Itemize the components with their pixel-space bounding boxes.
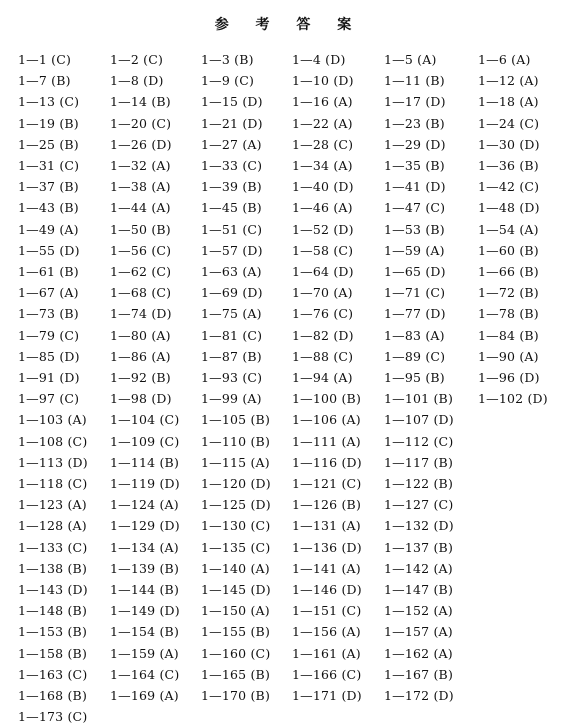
answer-item: 1—103 (A) xyxy=(18,412,87,428)
answer-item: 1—15 (D) xyxy=(201,94,263,110)
answer-item: 1—1 (C) xyxy=(18,52,72,67)
answer-item: 1—117 (B) xyxy=(384,454,454,470)
answer-item: 1—163 (C) xyxy=(18,666,88,682)
answer-item: 1—149 (D) xyxy=(110,603,180,619)
answer-item: 1—41 (D) xyxy=(384,179,446,195)
answer-item: 1—93 (C) xyxy=(201,370,263,385)
answer-item: 1—83 (A) xyxy=(384,327,445,343)
answer-item: 1—168 (B) xyxy=(18,688,88,703)
answer-item: 1—80 (A) xyxy=(110,327,171,343)
answer-item: 1—165 (B) xyxy=(201,666,271,682)
answer-item: 1—151 (C) xyxy=(292,603,362,619)
answer-item: 1—45 (B) xyxy=(201,200,262,216)
answer-item: 1—81 (C) xyxy=(201,327,263,343)
answer-item: 1—121 (C) xyxy=(292,476,362,491)
answer-item: 1—6 (A) xyxy=(478,52,531,67)
answer-item: 1—61 (B) xyxy=(18,264,79,279)
answer-item: 1—102 (D) xyxy=(478,391,548,407)
answer-item: 1—104 (C) xyxy=(110,412,180,428)
answer-item: 1—78 (B) xyxy=(478,306,539,322)
answer-item: 1—127 (C) xyxy=(384,497,454,513)
answer-item: 1—116 (D) xyxy=(292,454,362,470)
answer-item: 1—51 (C) xyxy=(201,221,263,237)
answer-item: 1—5 (A) xyxy=(384,52,437,67)
answer-item: 1—167 (B) xyxy=(384,666,454,682)
answer-item: 1—147 (B) xyxy=(384,582,454,597)
answer-item: 1—8 (D) xyxy=(110,73,164,89)
answer-item: 1—143 (D) xyxy=(18,582,88,597)
answer-item: 1—130 (C) xyxy=(201,518,271,534)
answer-item: 1—27 (A) xyxy=(201,136,262,152)
answer-item: 1—35 (B) xyxy=(384,158,445,173)
answer-item: 1—76 (C) xyxy=(292,306,354,322)
answer-item: 1—113 (D) xyxy=(18,454,88,470)
answer-item: 1—56 (C) xyxy=(110,242,172,258)
answer-item: 1—12 (A) xyxy=(478,73,539,89)
answer-item: 1—159 (A) xyxy=(110,645,179,661)
answer-item: 1—96 (D) xyxy=(478,370,540,385)
answer-item: 1—42 (C) xyxy=(478,179,540,195)
answer-item: 1—17 (D) xyxy=(384,94,446,110)
answer-item: 1—47 (C) xyxy=(384,200,446,216)
answer-item: 1—40 (D) xyxy=(292,179,354,195)
answer-item: 1—43 (B) xyxy=(18,200,79,216)
answer-item: 1—123 (A) xyxy=(18,497,87,513)
answer-item: 1—74 (D) xyxy=(110,306,172,322)
answer-item: 1—84 (B) xyxy=(478,327,539,343)
answer-item: 1—172 (D) xyxy=(384,688,454,703)
answer-item: 1—64 (D) xyxy=(292,264,354,279)
answer-item: 1—124 (A) xyxy=(110,497,179,513)
answer-item: 1—152 (A) xyxy=(384,603,453,619)
answer-item: 1—7 (B) xyxy=(18,73,71,89)
answer-item: 1—164 (C) xyxy=(110,666,180,682)
answer-item: 1—132 (D) xyxy=(384,518,454,534)
answer-item: 1—111 (A) xyxy=(292,433,361,449)
answer-item: 1—85 (D) xyxy=(18,348,80,364)
answer-item: 1—48 (D) xyxy=(478,200,540,216)
answer-item: 1—166 (C) xyxy=(292,666,362,682)
answer-item: 1—100 (B) xyxy=(292,391,362,407)
answer-item: 1—9 (C) xyxy=(201,73,255,89)
answer-item: 1—170 (B) xyxy=(201,688,271,703)
answer-item: 1—4 (D) xyxy=(292,52,346,67)
answer-item: 1—16 (A) xyxy=(292,94,353,110)
answer-item: 1—146 (D) xyxy=(292,582,362,597)
answer-item: 1—69 (D) xyxy=(201,285,263,301)
answer-item: 1—148 (B) xyxy=(18,603,88,619)
answer-item: 1—13 (C) xyxy=(18,94,80,110)
answer-item: 1—68 (C) xyxy=(110,285,172,301)
answer-item: 1—135 (C) xyxy=(201,539,271,555)
answer-item: 1—62 (C) xyxy=(110,264,172,279)
answer-item: 1—46 (A) xyxy=(292,200,353,216)
answer-item: 1—54 (A) xyxy=(478,221,539,237)
answer-item: 1—67 (A) xyxy=(18,285,79,301)
answer-item: 1—28 (C) xyxy=(292,136,354,152)
answer-item: 1—140 (A) xyxy=(201,560,270,576)
answer-item: 1—23 (B) xyxy=(384,115,445,131)
answer-item: 1—90 (A) xyxy=(478,348,539,364)
answer-item: 1—94 (A) xyxy=(292,370,353,385)
answer-item: 1—25 (B) xyxy=(18,136,79,152)
answer-item: 1—11 (B) xyxy=(384,73,445,89)
answer-item: 1—59 (A) xyxy=(384,242,445,258)
answer-item: 1—50 (B) xyxy=(110,221,171,237)
answer-item: 1—2 (C) xyxy=(110,52,164,67)
answer-item: 1—169 (A) xyxy=(110,688,179,703)
answer-item: 1—53 (B) xyxy=(384,221,445,237)
answer-item: 1—138 (B) xyxy=(18,560,88,576)
answer-item: 1—32 (A) xyxy=(110,158,171,173)
answer-item: 1—70 (A) xyxy=(292,285,353,301)
answer-item: 1—58 (C) xyxy=(292,242,354,258)
answer-item: 1—22 (A) xyxy=(292,115,353,131)
answer-item: 1—157 (A) xyxy=(384,624,453,640)
answer-item: 1—75 (A) xyxy=(201,306,262,322)
answer-item: 1—161 (A) xyxy=(292,645,361,661)
answer-item: 1—144 (B) xyxy=(110,582,180,597)
answer-item: 1—114 (B) xyxy=(110,454,180,470)
answer-item: 1—55 (D) xyxy=(18,242,80,258)
answer-item: 1—119 (D) xyxy=(110,476,180,491)
answer-item: 1—162 (A) xyxy=(384,645,453,661)
answer-item: 1—154 (B) xyxy=(110,624,180,640)
answer-item: 1—34 (A) xyxy=(292,158,353,173)
answer-item: 1—82 (D) xyxy=(292,327,354,343)
answer-item: 1—66 (B) xyxy=(478,264,539,279)
answer-item: 1—26 (D) xyxy=(110,136,172,152)
answer-item: 1—106 (A) xyxy=(292,412,361,428)
answer-item: 1—19 (B) xyxy=(18,115,79,131)
answer-item: 1—109 (C) xyxy=(110,433,180,449)
answer-item: 1—105 (B) xyxy=(201,412,271,428)
answer-item: 1—31 (C) xyxy=(18,158,80,173)
answer-item: 1—38 (A) xyxy=(110,179,171,195)
answer-item: 1—137 (B) xyxy=(384,539,454,555)
answer-item: 1—14 (B) xyxy=(110,94,171,110)
answer-item: 1—141 (A) xyxy=(292,560,361,576)
answer-item: 1—134 (A) xyxy=(110,539,179,555)
answer-item: 1—133 (C) xyxy=(18,539,88,555)
answer-item: 1—153 (B) xyxy=(18,624,88,640)
answer-item: 1—57 (D) xyxy=(201,242,263,258)
answer-item: 1—39 (B) xyxy=(201,179,262,195)
answer-item: 1—101 (B) xyxy=(384,391,454,407)
answer-item: 1—92 (B) xyxy=(110,370,171,385)
answer-item: 1—97 (C) xyxy=(18,391,80,407)
answer-item: 1—120 (D) xyxy=(201,476,271,491)
answer-item: 1—173 (C) xyxy=(18,709,88,724)
answer-item: 1—73 (B) xyxy=(18,306,79,322)
answer-item: 1—36 (B) xyxy=(478,158,539,173)
answer-item: 1—95 (B) xyxy=(384,370,445,385)
answer-item: 1—86 (A) xyxy=(110,348,171,364)
answer-item: 1—49 (A) xyxy=(18,221,79,237)
answer-item: 1—131 (A) xyxy=(292,518,361,534)
answer-item: 1—87 (B) xyxy=(201,348,262,364)
answer-item: 1—89 (C) xyxy=(384,348,446,364)
answer-item: 1—156 (A) xyxy=(292,624,361,640)
answer-item: 1—88 (C) xyxy=(292,348,354,364)
answer-item: 1—150 (A) xyxy=(201,603,270,619)
answer-item: 1—91 (D) xyxy=(18,370,80,385)
answer-item: 1—139 (B) xyxy=(110,560,180,576)
answer-item: 1—72 (B) xyxy=(478,285,539,301)
answer-item: 1—10 (D) xyxy=(292,73,354,89)
answer-item: 1—128 (A) xyxy=(18,518,87,534)
answer-item: 1—71 (C) xyxy=(384,285,446,301)
answer-item: 1—108 (C) xyxy=(18,433,88,449)
answer-item: 1—37 (B) xyxy=(18,179,79,195)
answer-item: 1—158 (B) xyxy=(18,645,88,661)
answer-item: 1—155 (B) xyxy=(201,624,271,640)
answer-item: 1—110 (B) xyxy=(201,433,271,449)
answer-item: 1—44 (A) xyxy=(110,200,171,216)
answer-item: 1—112 (C) xyxy=(384,433,454,449)
answer-item: 1—33 (C) xyxy=(201,158,263,173)
answer-item: 1—125 (D) xyxy=(201,497,271,513)
answer-item: 1—30 (D) xyxy=(478,136,540,152)
answer-item: 1—21 (D) xyxy=(201,115,263,131)
answer-item: 1—65 (D) xyxy=(384,264,446,279)
answer-item: 1—79 (C) xyxy=(18,327,80,343)
answer-item: 1—122 (B) xyxy=(384,476,454,491)
answer-item: 1—171 (D) xyxy=(292,688,362,703)
answer-item: 1—3 (B) xyxy=(201,52,254,67)
answer-item: 1—126 (B) xyxy=(292,497,362,513)
page-title: 参 考 答 案 xyxy=(214,17,363,33)
answer-item: 1—60 (B) xyxy=(478,242,539,258)
answer-item: 1—136 (D) xyxy=(292,539,362,555)
answer-item: 1—18 (A) xyxy=(478,94,539,110)
answer-item: 1—63 (A) xyxy=(201,264,262,279)
answer-item: 1—129 (D) xyxy=(110,518,180,534)
answer-item: 1—29 (D) xyxy=(384,136,446,152)
answer-item: 1—115 (A) xyxy=(201,454,270,470)
answer-item: 1—99 (A) xyxy=(201,391,262,407)
answer-item: 1—142 (A) xyxy=(384,560,453,576)
answer-item: 1—77 (D) xyxy=(384,306,446,322)
answer-item: 1—98 (D) xyxy=(110,391,172,407)
answer-item: 1—20 (C) xyxy=(110,115,172,131)
answer-item: 1—160 (C) xyxy=(201,645,271,661)
answer-item: 1—145 (D) xyxy=(201,582,271,597)
answer-item: 1—24 (C) xyxy=(478,115,540,131)
answer-item: 1—107 (D) xyxy=(384,412,454,428)
answer-item: 1—52 (D) xyxy=(292,221,354,237)
answer-item: 1—118 (C) xyxy=(18,476,88,491)
